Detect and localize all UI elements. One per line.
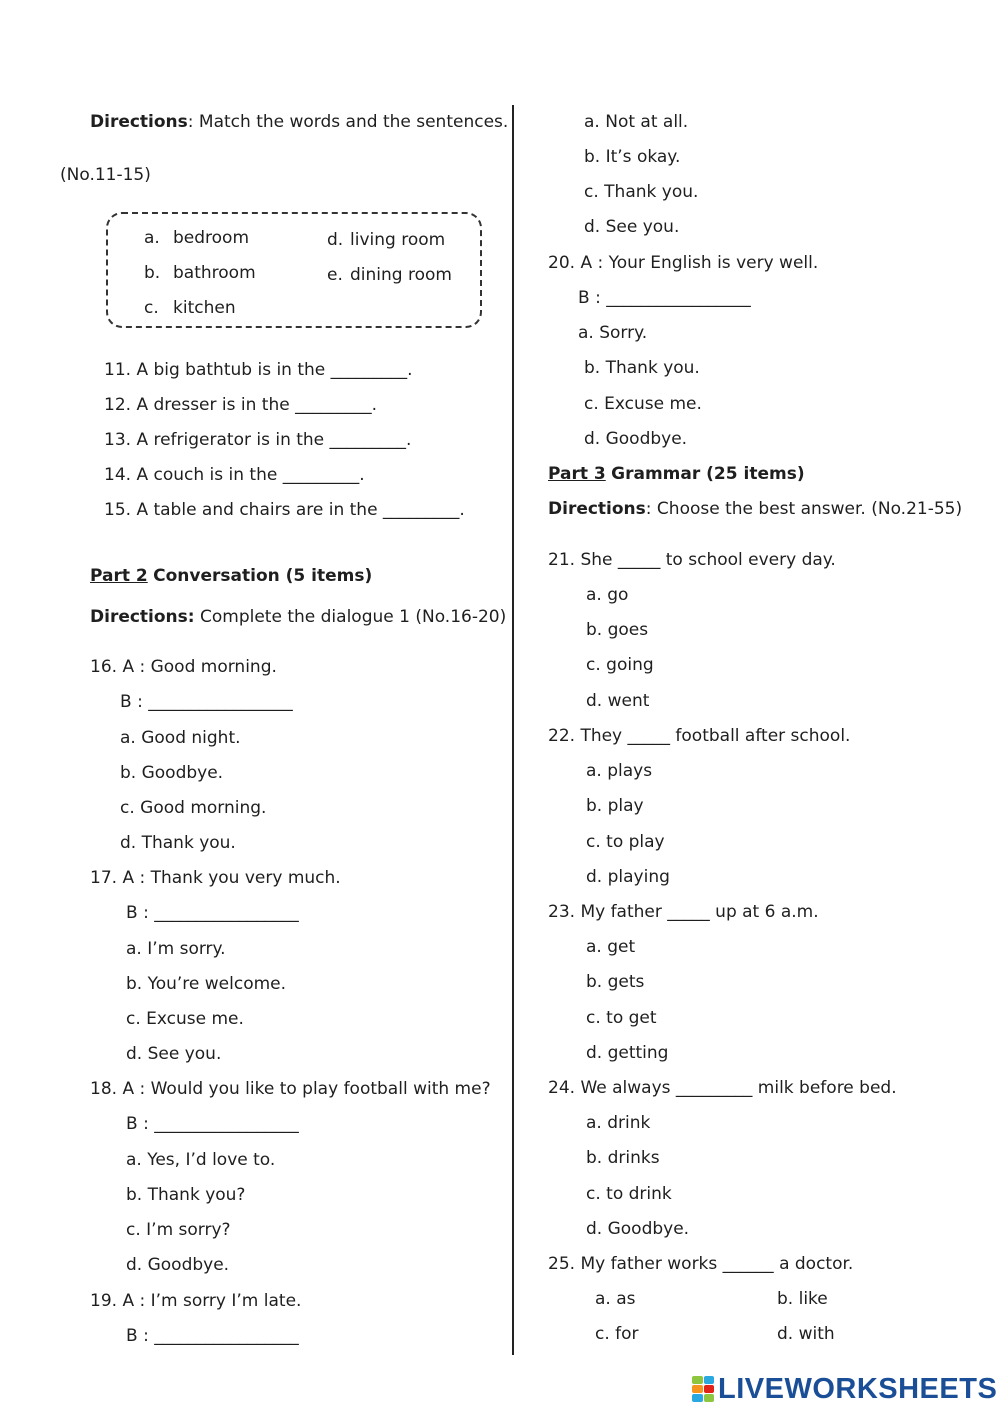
option: c. I’m sorry? [126,1220,231,1240]
part2-heading: Part 2 Conversation (5 items) [90,566,373,586]
column-divider [512,105,514,1355]
match-sentence: 14. A couch is in the _________. [104,465,365,485]
word-bank-word: bathroom [173,263,256,283]
question-prompt: 22. They _____ football after school. [548,726,851,746]
logo-mark-icon [692,1376,714,1402]
option: d. Thank you. [120,833,236,853]
logo-text: LIVEWORKSHEETS [718,1372,998,1405]
word-bank-letter: e. [327,265,343,285]
match-sentence: 12. A dresser is in the _________. [104,395,377,415]
option: d. See you. [584,217,680,237]
option: d. playing [586,867,670,887]
part3-heading: Part 3 Grammar (25 items) [548,464,805,484]
answer-line: B : _________________ [126,1114,299,1134]
option: d. See you. [126,1044,222,1064]
option: a. Sorry. [578,323,648,343]
word-bank-letter: d. [327,230,344,250]
question-prompt: 25. My father works ______ a doctor. [548,1254,854,1274]
option: a. I’m sorry. [126,939,226,959]
question-range: (No.11-15) [60,165,151,185]
match-sentence: 11. A big bathtub is in the _________. [104,360,413,380]
option: a. plays [586,761,653,781]
question-prompt: 19. A : I’m sorry I’m late. [90,1291,302,1311]
option: b. gets [586,972,645,992]
option: b. You’re welcome. [126,974,287,994]
option: b. It’s okay. [584,147,681,167]
option: c. going [586,655,654,675]
option: c. Thank you. [584,182,699,202]
directions-line: Directions: Match the words and the sentences. [90,112,509,132]
option: b. Goodbye. [120,763,224,783]
option: a. Yes, I’d love to. [126,1150,276,1170]
option: a. get [586,937,636,957]
question-prompt: 20. A : Your English is very well. [548,253,819,273]
option: c. to drink [586,1184,672,1204]
liveworksheets-logo [692,1374,997,1404]
option: a. go [586,585,629,605]
option: c. Good morning. [120,798,267,818]
option: c. Excuse me. [584,394,702,414]
word-bank-letter: a. [144,228,160,248]
word-bank-letter: b. [144,263,161,283]
word-bank-word: kitchen [173,298,236,318]
answer-line: B : _________________ [126,1326,299,1346]
answer-line: B : _________________ [578,288,751,308]
option: a. Not at all. [584,112,689,132]
match-sentence: 15. A table and chairs are in the _________. [104,500,465,520]
answer-line: B : _________________ [126,903,299,923]
word-bank-word: living room [350,230,446,250]
question-prompt: 21. She _____ to school every day. [548,550,836,570]
question-prompt: 17. A : Thank you very much. [90,868,341,888]
option: d. Goodbye. [126,1255,230,1275]
word-bank-word: bedroom [173,228,250,248]
question-prompt: 24. We always _________ milk before bed. [548,1078,897,1098]
question-prompt: 16. A : Good morning. [90,657,277,677]
option: d. getting [586,1043,669,1063]
option: c. Excuse me. [126,1009,244,1029]
option: a. drink [586,1113,651,1133]
option: b. goes [586,620,649,640]
part3-directions: Directions: Choose the best answer. (No.21-55) [548,499,963,519]
option: d. Goodbye. [586,1219,690,1239]
option: d. with [777,1324,835,1344]
option: b. play [586,796,644,816]
option: b. drinks [586,1148,660,1168]
match-sentence: 13. A refrigerator is in the _________. [104,430,412,450]
option: b. Thank you? [126,1185,246,1205]
word-bank-letter: c. [144,298,159,318]
option: a. as [595,1289,636,1309]
option: d. went [586,691,650,711]
word-bank-word: dining room [350,265,452,285]
option: c. for [595,1324,639,1344]
option: a. Good night. [120,728,241,748]
part2-directions: Directions: Complete the dialogue 1 (No.16-20) [90,607,507,627]
question-prompt: 18. A : Would you like to play football with me? [90,1079,491,1099]
option: b. like [777,1289,828,1309]
answer-line: B : _________________ [120,692,293,712]
option: c. to play [586,832,665,852]
option: c. to get [586,1008,657,1028]
option: b. Thank you. [584,358,700,378]
question-prompt: 23. My father _____ up at 6 a.m. [548,902,819,922]
option: d. Goodbye. [584,429,688,449]
